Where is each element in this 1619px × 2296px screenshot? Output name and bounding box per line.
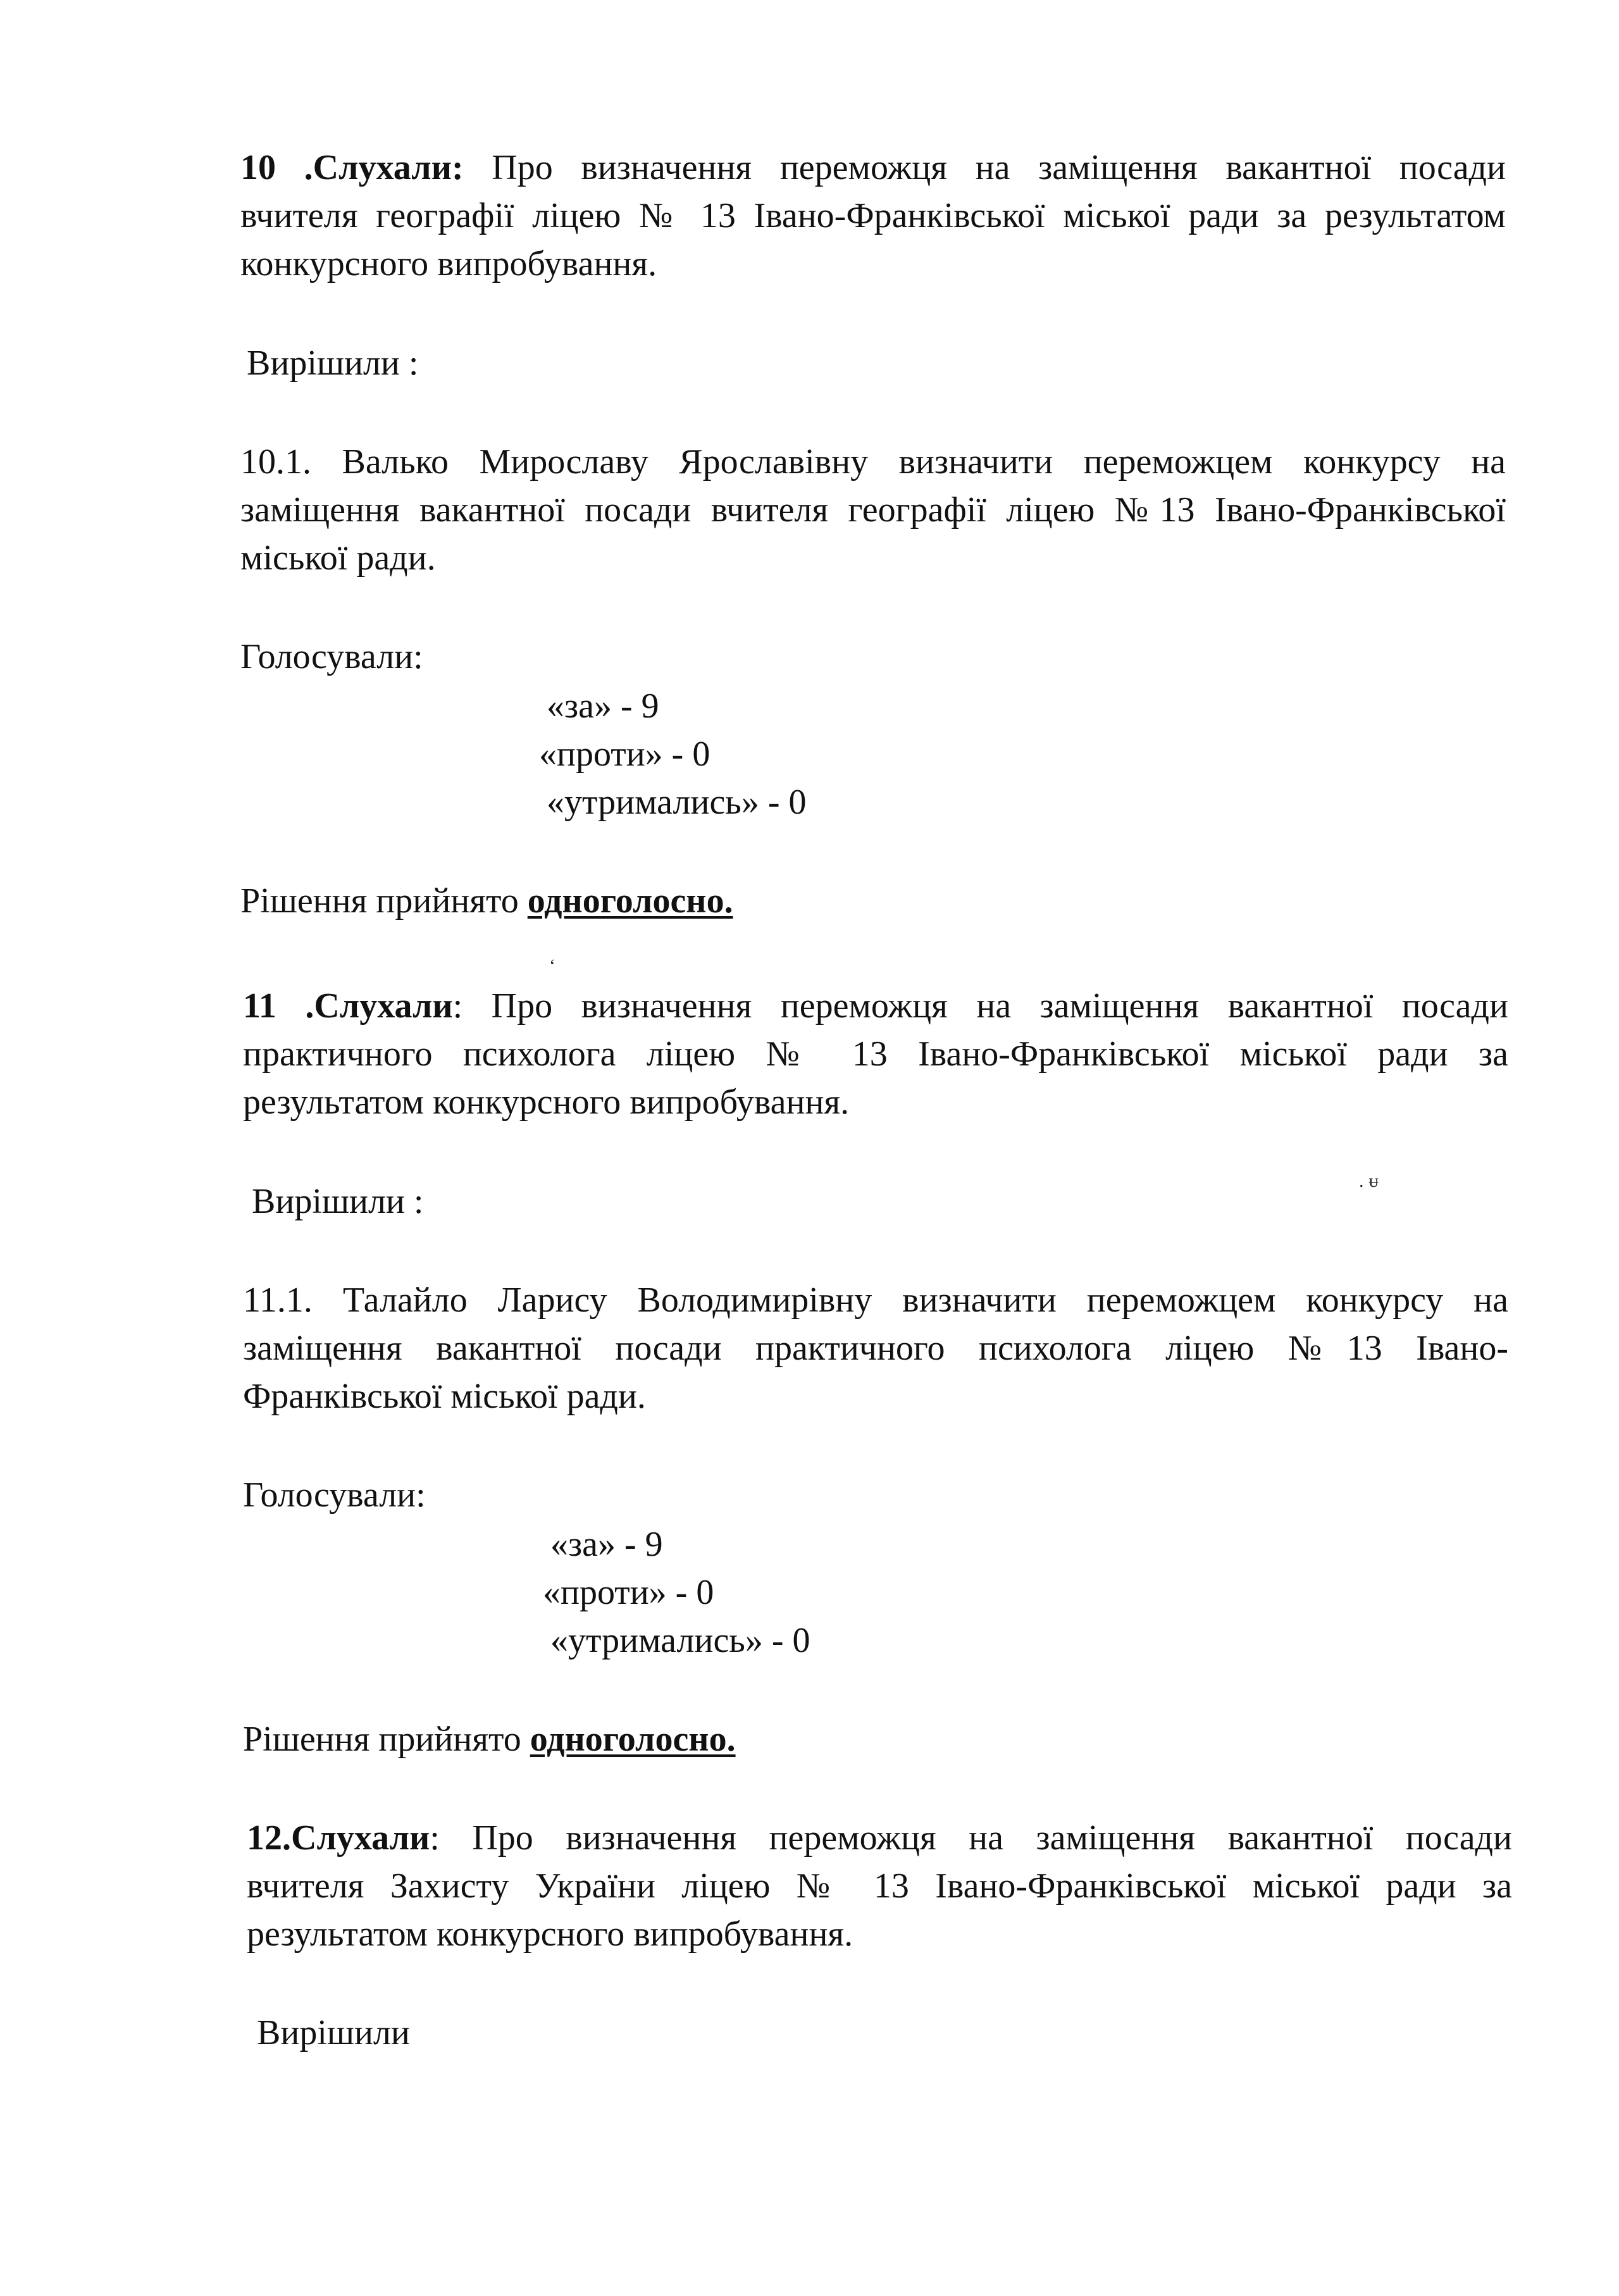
item-12-heard-line-3: результатом конкурсного випробування. — [247, 1914, 853, 1954]
item-11-result-value: одноголосно. — [530, 1720, 736, 1759]
item-11-heard-line-3: результатом конкурсного випробування. — [243, 1083, 850, 1122]
item-11-decision-line-1: 11.1. Талайло Ларису Володимирівну визначити переможцем конкурсу на — [243, 1281, 1508, 1320]
item-10-decision-line-2: заміщення вакантної посади вчителя географії ліцею №13 Івано-Франківської — [240, 490, 1506, 530]
item-12-heard-line-1 — [247, 1817, 1512, 1859]
item-10-decision-line-3: міської ради. — [240, 538, 436, 578]
item-10-result — [240, 880, 733, 922]
item-11-heard-line-1 — [243, 985, 1508, 1027]
item-11-heard-text: Про визначення переможця на заміщення вакантної посади — [491, 986, 1508, 1026]
item-10-decided-label: Вирішили : — [247, 344, 419, 383]
item-10-vote-abstain: «утримались» - 0 — [547, 783, 807, 822]
item-10-heard-line-3: конкурсного випробування. — [240, 244, 657, 283]
item-12-heard-line-2: вчителя Захисту України ліцею № 13 Івано-Франківської міської ради за — [247, 1866, 1512, 1906]
item-11-vote-abstain: «утримались» - 0 — [550, 1621, 810, 1660]
item-11-number: 11 . — [243, 986, 314, 1026]
item-11-vote-for: «за» - 9 — [550, 1525, 663, 1564]
item-12-number: 12. — [247, 1818, 291, 1858]
item-12-heard-colon: : — [430, 1818, 440, 1858]
scan-speck: . ᵾ — [1359, 1170, 1379, 1191]
item-10-vote-for: «за» - 9 — [547, 686, 659, 726]
item-10-heard-text: Про визначення переможця на заміщення вакантної посади — [492, 148, 1506, 187]
item-10-heard-line-2: вчителя географії ліцею № 13 Івано-Франківської міської ради за результатом — [240, 196, 1506, 235]
item-11-heard-line-2: практичного психолога ліцею № 13 Івано-Франківської міської ради за — [243, 1034, 1508, 1074]
item-11-decision-line-2: заміщення вакантної посади практичного психолога ліцею №13 Івано- — [243, 1329, 1508, 1368]
scan-speck: ʻ — [549, 955, 555, 976]
item-11-voted-label: Голосували: — [243, 1475, 426, 1515]
item-11-heard-colon: : — [452, 986, 463, 1026]
item-12-decided-label: Вирішили — [257, 2013, 410, 2052]
item-11-decided-label: Вирішили : — [252, 1182, 424, 1221]
item-10-result-prefix: Рішення прийнято — [240, 881, 528, 921]
item-11-heard-label: Слухали — [314, 986, 453, 1026]
item-10-number: 10 . — [240, 148, 313, 187]
item-11-decision-line-3: Франківської міської ради. — [243, 1377, 646, 1416]
item-10-voted-label: Голосували: — [240, 637, 423, 676]
item-10-result-value: одноголосно. — [527, 881, 733, 921]
item-11-vote-against: «проти» - 0 — [543, 1573, 714, 1612]
item-10-heard-label: Слухали: — [313, 148, 464, 187]
item-10-heard-line-1 — [240, 147, 1506, 189]
item-10-vote-against: «проти» - 0 — [539, 735, 710, 774]
item-12-heard-label: Слухали — [291, 1818, 430, 1858]
item-10-decision-line-1: 10.1. Валько Мирославу Ярославівну визначити переможцем конкурсу на — [240, 442, 1506, 481]
item-11-result-prefix: Рішення прийнято — [243, 1720, 530, 1759]
item-11-result — [243, 1718, 736, 1760]
item-12-heard-text: Про визначення переможця на заміщення вакантної посади — [472, 1818, 1513, 1858]
